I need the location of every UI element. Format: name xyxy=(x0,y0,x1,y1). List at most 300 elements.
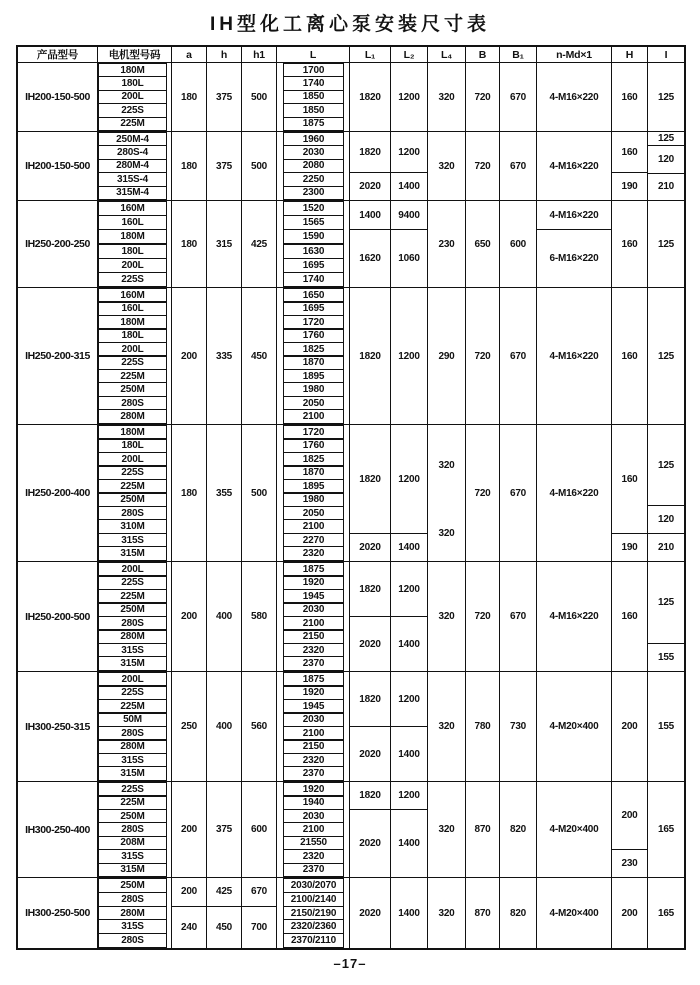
L4-column xyxy=(428,782,466,877)
dimension-table xyxy=(16,45,686,950)
B-column xyxy=(466,562,500,671)
h1-column xyxy=(242,878,277,948)
value-cell: 1820 xyxy=(350,425,390,534)
motor-cell: 225S xyxy=(98,103,167,117)
value-cell: 400 xyxy=(215,721,233,732)
a-column xyxy=(172,562,207,671)
a-column xyxy=(172,288,207,424)
motor-cell: 315S xyxy=(98,643,167,658)
value-cell: 870 xyxy=(474,907,491,919)
product-model-cell xyxy=(18,562,98,671)
motor-column xyxy=(98,425,172,561)
L-cell: 1940 xyxy=(283,795,344,810)
value-cell: 1820 xyxy=(359,350,381,362)
value-cell: 600 xyxy=(509,238,527,250)
L4-column xyxy=(428,132,466,200)
value-cell: 500 xyxy=(250,91,268,103)
value-cell: 1400 xyxy=(398,748,420,760)
B-column xyxy=(466,63,500,131)
product-model-cell xyxy=(18,288,98,424)
a-column xyxy=(172,132,207,200)
a-column xyxy=(172,63,207,131)
value-cell: 160 xyxy=(621,91,638,103)
h1-column xyxy=(242,63,277,131)
I-column xyxy=(648,288,684,424)
product-model: IH300-250-400 xyxy=(25,823,90,836)
L4-column xyxy=(428,562,466,671)
product-model-cell xyxy=(18,201,98,287)
L-cell: 2080 xyxy=(283,159,344,173)
value-cell: 700 xyxy=(250,921,268,933)
header-B: B xyxy=(466,47,500,62)
motor-cell: 315M xyxy=(98,766,167,781)
page-number: –17– xyxy=(333,956,367,971)
value-cell: 320 xyxy=(438,824,455,835)
h1-column xyxy=(242,782,277,877)
L-cell: 2150/2190 xyxy=(283,906,344,921)
B1-column xyxy=(500,288,537,424)
value-cell: 1400 xyxy=(350,201,390,230)
L-cell: 2370 xyxy=(283,766,344,781)
motor-cell: 280M xyxy=(98,409,167,424)
value-cell: 125 xyxy=(657,350,675,362)
B-column xyxy=(466,878,500,948)
h-column xyxy=(207,878,242,948)
motor-column xyxy=(98,672,172,781)
h1-column xyxy=(242,201,277,287)
value-cell: 160 xyxy=(612,132,647,173)
value-cell: 335 xyxy=(215,350,233,362)
motor-cell: 310M xyxy=(98,519,167,534)
value-cell: 720 xyxy=(474,487,491,499)
L2-column xyxy=(391,63,428,131)
L-cell: 2100 xyxy=(283,409,344,424)
H-column xyxy=(612,425,648,561)
value-cell: 210 xyxy=(657,542,675,554)
H-column xyxy=(612,562,648,671)
value-cell: 720 xyxy=(474,91,491,103)
h1-column xyxy=(242,288,277,424)
motor-cell: 200L xyxy=(98,258,167,273)
L-cell: 2150 xyxy=(283,629,344,644)
L-cell: 1980 xyxy=(283,492,344,507)
motor-cell: 315S xyxy=(98,753,167,768)
value-cell: 165 xyxy=(657,907,675,919)
L-column xyxy=(277,132,350,200)
motor-cell: 250M xyxy=(98,809,167,824)
value-cell: 650 xyxy=(474,238,491,250)
nMd-column xyxy=(537,562,612,671)
value-cell: 720 xyxy=(474,160,491,172)
motor-cell: 200L xyxy=(98,562,167,577)
motor-cell: 200L xyxy=(98,452,167,467)
value-cell: 4-M16×220 xyxy=(537,201,611,230)
a-column xyxy=(172,878,207,948)
L-column xyxy=(277,425,350,561)
motor-cell: 250M xyxy=(98,602,167,617)
motor-cell: 160M xyxy=(98,288,167,303)
L-cell: 1630 xyxy=(283,243,344,258)
product-model-cell xyxy=(18,782,98,877)
value-cell: 1200 xyxy=(391,425,427,534)
motor-column xyxy=(98,782,172,877)
L-cell: 1720 xyxy=(283,315,344,330)
value-cell: 200 xyxy=(621,721,638,732)
value-cell: 320 xyxy=(438,907,455,919)
motor-cell: 225S xyxy=(98,355,167,370)
L-cell: 2050 xyxy=(283,396,344,411)
value-cell: 1200 xyxy=(398,350,420,362)
H-column xyxy=(612,132,648,200)
L2-column xyxy=(391,425,428,561)
value-cell: 2020 xyxy=(359,181,381,193)
L-cell: 1740 xyxy=(283,272,344,287)
motor-column xyxy=(98,63,172,131)
header-h1: h1 xyxy=(242,47,277,62)
motor-cell: 225S xyxy=(98,575,167,590)
L-cell: 2100 xyxy=(283,616,344,631)
H-column xyxy=(612,878,648,948)
value-cell: 1820 xyxy=(350,562,390,617)
L-column xyxy=(277,562,350,671)
L-cell: 2370 xyxy=(283,863,344,878)
I-column xyxy=(648,672,684,781)
L-column xyxy=(277,782,350,877)
value-cell: 9400 xyxy=(391,201,427,230)
motor-cell: 315S xyxy=(98,919,167,934)
header-B1: B₁ xyxy=(500,47,537,62)
B1-column xyxy=(500,562,537,671)
L-cell: 2150 xyxy=(283,739,344,754)
motor-cell: 315M xyxy=(98,656,167,671)
value-cell: 165 xyxy=(657,824,675,835)
L-cell: 1825 xyxy=(283,342,344,357)
motor-cell: 200L xyxy=(98,90,167,104)
value-cell: 200 xyxy=(621,907,638,919)
L1-column xyxy=(350,672,391,781)
a-column xyxy=(172,672,207,781)
a-column xyxy=(172,425,207,561)
L2-column xyxy=(391,562,428,671)
L-cell: 1650 xyxy=(283,288,344,303)
motor-cell: 180M xyxy=(98,425,167,440)
value-cell: 2020 xyxy=(359,907,381,919)
value-cell: 4-M16×220 xyxy=(549,350,599,362)
value-cell: 1200 xyxy=(391,782,427,810)
L-cell: 1760 xyxy=(283,438,344,453)
L-cell: 2320 xyxy=(283,753,344,768)
motor-cell: 180M xyxy=(98,63,167,77)
value-cell: 670 xyxy=(509,160,527,172)
L-cell: 1695 xyxy=(283,258,344,273)
L-cell: 2050 xyxy=(283,506,344,521)
motor-cell: 280S xyxy=(98,892,167,907)
value-cell: 1400 xyxy=(398,837,420,849)
L-cell: 2370 xyxy=(283,656,344,671)
L-column xyxy=(277,288,350,424)
value-cell: 200 xyxy=(612,782,647,850)
L-cell: 2270 xyxy=(283,533,344,548)
value-cell: 670 xyxy=(242,878,276,907)
value-cell: 160 xyxy=(621,611,638,622)
motor-cell: 180L xyxy=(98,243,167,258)
B1-column xyxy=(500,672,537,781)
product-model-cell xyxy=(18,132,98,200)
H-column xyxy=(612,672,648,781)
L-cell: 2100 xyxy=(283,726,344,741)
L4-column xyxy=(428,288,466,424)
motor-cell: 250M xyxy=(98,492,167,507)
L-cell: 1895 xyxy=(283,479,344,494)
nMd-column xyxy=(537,201,612,287)
B-column xyxy=(466,425,500,561)
product-model: IH250-200-500 xyxy=(25,610,90,623)
table-group xyxy=(18,288,684,425)
I-column xyxy=(648,63,684,131)
value-cell: 2020 xyxy=(359,837,381,849)
nMd-column xyxy=(537,782,612,877)
value-cell: 375 xyxy=(215,160,233,172)
L-cell: 2100 xyxy=(283,519,344,534)
table-group xyxy=(18,672,684,782)
L4-column xyxy=(428,63,466,131)
L-cell: 2320 xyxy=(283,546,344,561)
value-cell: 230 xyxy=(438,238,455,250)
value-cell: 4-M20×400 xyxy=(549,721,599,732)
value-cell: 375 xyxy=(215,91,233,103)
motor-cell: 225M xyxy=(98,795,167,810)
motor-cell: 208M xyxy=(98,836,167,851)
L1-column xyxy=(350,878,391,948)
value-cell: 720 xyxy=(474,350,491,362)
L4-column xyxy=(428,672,466,781)
L2-column xyxy=(391,672,428,781)
I-column xyxy=(648,425,684,561)
value-cell: 320 xyxy=(438,721,455,732)
value-cell: 320 xyxy=(438,160,455,172)
h-column xyxy=(207,562,242,671)
motor-cell: 315M xyxy=(98,863,167,878)
value-cell: 4-M16×220 xyxy=(549,91,599,103)
value-cell: 1620 xyxy=(359,253,381,265)
motor-cell: 280M xyxy=(98,739,167,754)
h-column xyxy=(207,63,242,131)
value-cell: 320 xyxy=(438,460,455,472)
L-cell: 1870 xyxy=(283,465,344,480)
value-cell: 200 xyxy=(180,350,198,362)
L4-column xyxy=(428,425,466,561)
value-cell: 230 xyxy=(621,858,638,870)
B-column xyxy=(466,288,500,424)
L-cell: 1520 xyxy=(283,201,344,216)
value-cell: 190 xyxy=(621,542,638,553)
product-model-cell xyxy=(18,63,98,131)
L-cell: 21550 xyxy=(283,836,344,851)
motor-column xyxy=(98,878,172,948)
value-cell: 2020 xyxy=(359,542,381,553)
value-cell: 1060 xyxy=(398,253,420,265)
a-column xyxy=(172,782,207,877)
table-group xyxy=(18,782,684,878)
header-I: I xyxy=(664,48,668,61)
product-model: IH200-150-500 xyxy=(25,160,90,172)
value-cell: 315 xyxy=(215,238,233,250)
value-cell: 250 xyxy=(180,721,198,732)
motor-cell: 250M xyxy=(98,878,167,893)
table-header-row xyxy=(18,47,684,63)
L-cell: 1875 xyxy=(283,672,344,687)
product-model: IH250-200-315 xyxy=(25,350,90,362)
motor-column xyxy=(98,562,172,671)
motor-cell: 50M xyxy=(98,712,167,727)
I-column xyxy=(648,878,684,948)
value-cell: 1400 xyxy=(398,181,420,193)
B1-column xyxy=(500,132,537,200)
motor-cell: 160L xyxy=(98,215,167,230)
value-cell: 180 xyxy=(180,238,198,250)
L2-column xyxy=(391,288,428,424)
value-cell: 125 xyxy=(648,132,684,146)
L-cell: 2320 xyxy=(283,643,344,658)
h-column xyxy=(207,201,242,287)
value-cell: 125 xyxy=(657,238,675,250)
value-cell: 1400 xyxy=(398,907,420,919)
motor-column xyxy=(98,288,172,424)
value-cell: 180 xyxy=(180,487,198,499)
L-cell: 2320/2360 xyxy=(283,919,344,934)
value-cell: 200 xyxy=(180,611,198,622)
product-model-cell xyxy=(18,672,98,781)
L-cell: 2030 xyxy=(283,145,344,159)
value-cell: 870 xyxy=(474,824,491,835)
motor-cell: 250M-4 xyxy=(98,132,167,146)
L-cell: 1920 xyxy=(283,575,344,590)
L1-column xyxy=(350,782,391,877)
L1-column xyxy=(350,132,391,200)
h-column xyxy=(207,288,242,424)
L-column xyxy=(277,878,350,948)
I-column xyxy=(648,782,684,877)
L2-column xyxy=(391,878,428,948)
H-column xyxy=(612,201,648,287)
L2-column xyxy=(391,201,428,287)
L2-column xyxy=(391,132,428,200)
value-cell: 155 xyxy=(657,652,675,663)
value-cell: 780 xyxy=(474,721,491,732)
value-cell: 2020 xyxy=(359,748,381,760)
h-column xyxy=(207,425,242,561)
value-cell: 1200 xyxy=(398,91,420,103)
value-cell: 1400 xyxy=(398,638,420,650)
value-cell: 820 xyxy=(509,907,527,919)
value-cell: 375 xyxy=(215,824,233,835)
h1-column xyxy=(242,425,277,561)
value-cell: 1200 xyxy=(391,672,427,727)
value-cell: 200 xyxy=(180,824,198,835)
value-cell: 125 xyxy=(648,425,684,506)
B1-column xyxy=(500,878,537,948)
value-cell: 240 xyxy=(180,921,198,933)
h-column xyxy=(207,782,242,877)
value-cell: 4-M16×220 xyxy=(549,611,599,622)
value-cell: 425 xyxy=(250,238,268,250)
nMd-column xyxy=(537,288,612,424)
table-group xyxy=(18,562,684,672)
motor-cell: 315M-4 xyxy=(98,186,167,200)
motor-cell: 280S xyxy=(98,822,167,837)
motor-cell: 280S xyxy=(98,726,167,741)
L-cell: 2030 xyxy=(283,602,344,617)
motor-cell: 280S xyxy=(98,616,167,631)
motor-cell: 280S xyxy=(98,396,167,411)
L-column xyxy=(277,672,350,781)
motor-cell: 280S xyxy=(98,933,167,948)
L-cell: 1700 xyxy=(283,63,344,77)
value-cell: 500 xyxy=(250,160,268,172)
value-cell: 500 xyxy=(250,487,268,499)
motor-cell: 280S xyxy=(98,506,167,521)
value-cell: 320 xyxy=(438,611,455,622)
value-cell: 180 xyxy=(180,91,198,103)
value-cell: 355 xyxy=(215,487,233,499)
L-cell: 2370/2110 xyxy=(283,933,344,948)
L1-column xyxy=(350,63,391,131)
L1-column xyxy=(350,201,391,287)
value-cell: 1200 xyxy=(391,562,427,617)
L-cell: 1945 xyxy=(283,589,344,604)
L-cell: 1850 xyxy=(283,103,344,117)
motor-cell: 180L xyxy=(98,328,167,343)
L-cell: 1740 xyxy=(283,76,344,90)
L-cell: 2320 xyxy=(283,849,344,864)
value-cell: 210 xyxy=(657,181,675,193)
motor-cell: 225S xyxy=(98,465,167,480)
product-model: IH200-150-500 xyxy=(25,91,90,103)
product-model: IH300-250-500 xyxy=(25,907,90,919)
value-cell: 450 xyxy=(250,350,268,362)
L-column xyxy=(277,63,350,131)
value-cell: 200 xyxy=(172,878,206,907)
value-cell: 6-M16×220 xyxy=(549,253,599,265)
value-cell: 1400 xyxy=(398,542,420,553)
header-H: H xyxy=(612,47,648,62)
B1-column xyxy=(500,782,537,877)
L-cell: 2030 xyxy=(283,712,344,727)
motor-cell: 225M xyxy=(98,369,167,384)
L-cell: 2100 xyxy=(283,822,344,837)
motor-cell: 180L xyxy=(98,438,167,453)
header-motor-model: 电机型号码 xyxy=(98,47,172,62)
header-a: a xyxy=(172,47,207,62)
value-cell: 320 xyxy=(438,91,455,103)
L-cell: 1895 xyxy=(283,369,344,384)
value-cell: 125 xyxy=(657,91,675,103)
L-cell: 1590 xyxy=(283,229,344,244)
motor-column xyxy=(98,201,172,287)
value-cell: 120 xyxy=(648,506,684,534)
H-column xyxy=(612,288,648,424)
L-cell: 1760 xyxy=(283,328,344,343)
header-product-model: 产品型号 xyxy=(18,47,98,62)
motor-cell: 225M xyxy=(98,117,167,131)
header-L4: L₄ xyxy=(428,47,466,62)
L1-column xyxy=(350,288,391,424)
value-cell: 580 xyxy=(250,611,268,622)
value-cell: 720 xyxy=(474,611,491,622)
motor-cell: 225M xyxy=(98,589,167,604)
value-cell: 4-M20×400 xyxy=(549,907,599,919)
value-cell: 600 xyxy=(250,824,268,835)
